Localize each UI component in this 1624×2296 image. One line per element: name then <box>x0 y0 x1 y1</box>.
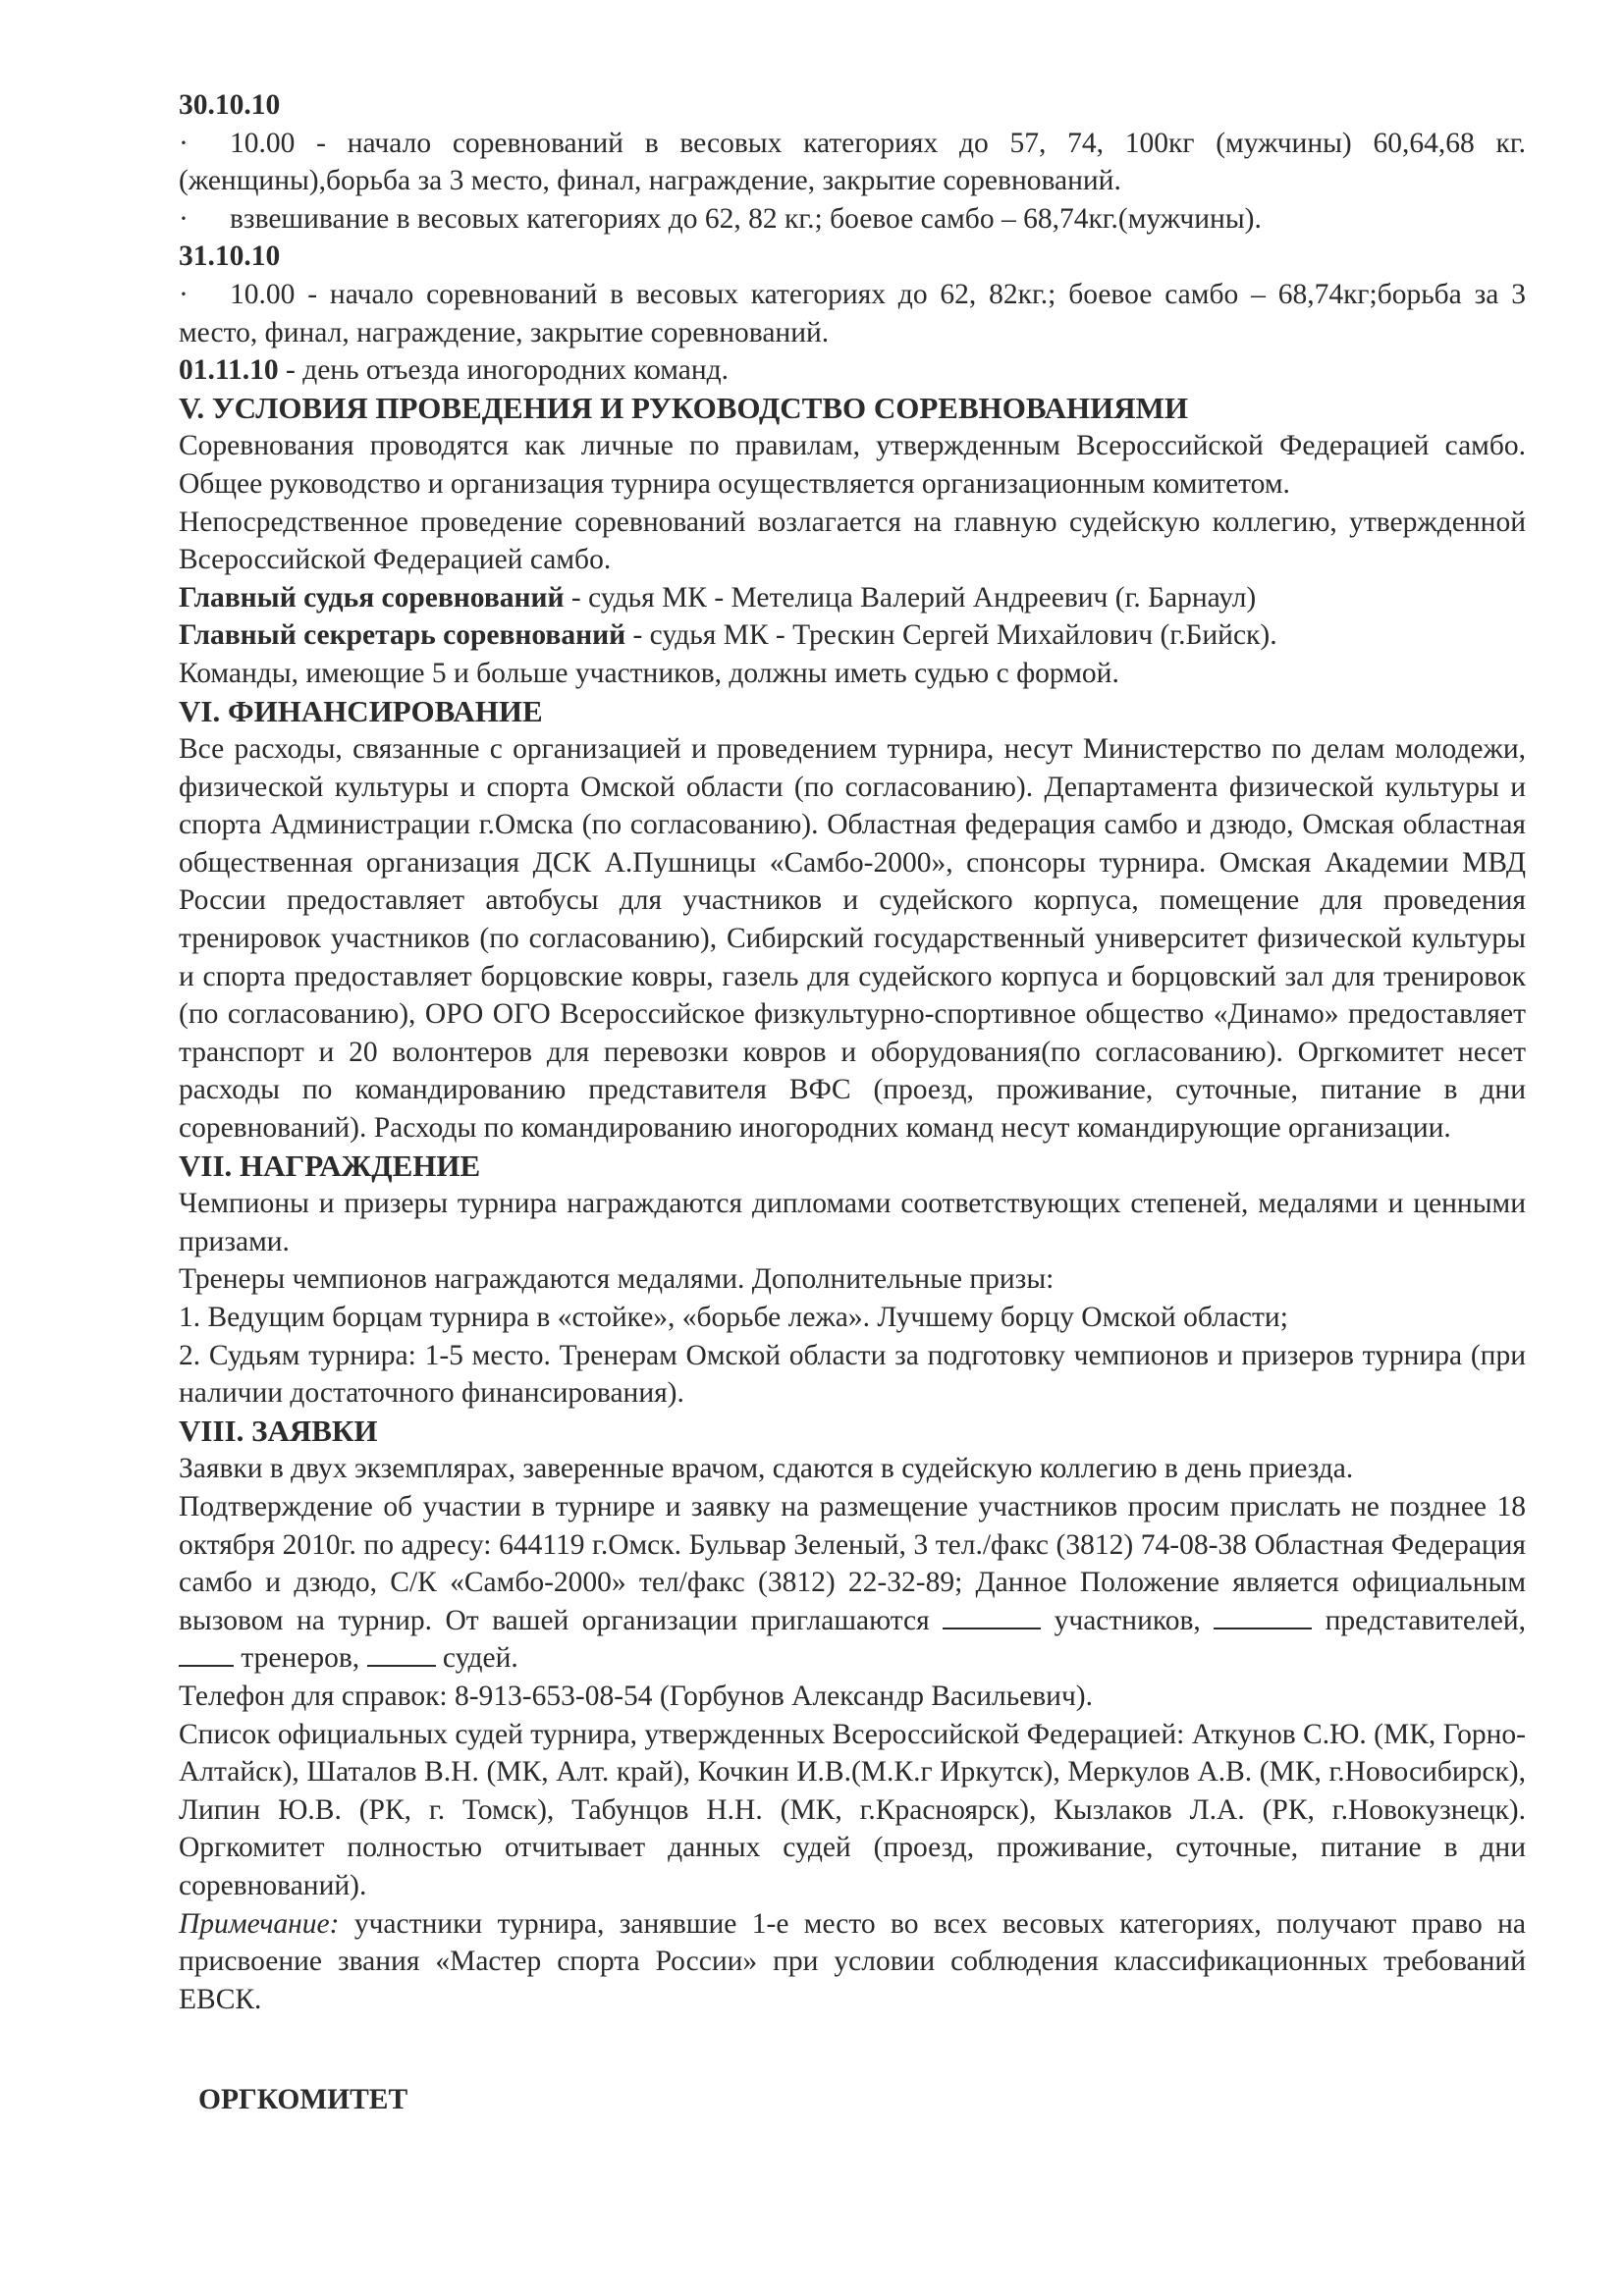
chief-judge-text: - судья МК - Метелица Валерий Андреевич (г. Барнаул) <box>564 581 1257 614</box>
schedule-text: взвешивание в весовых категориях до 62, 82 кг.; боевое самбо – 68,74кг.(мужчины). <box>230 202 1262 235</box>
date-01-11-10: 01.11.10 <box>179 354 279 387</box>
section-6-paragraph: Все расходы, связанные с организацией и проведением турнира, несут Министерство по делам молодежи, физической культуры и спорта Омской области (по согласованию). Департамента физической культуры и спорта Администрации г.Омска (по согласованию). Областная федерация самбо и дзюдо, Омская областная общественная организация ДСК А.Пушницы «Самбо-2000», спонсоры турнира. Омская Академии МВД России предоставляет автобусы для участников и судейского корпуса, помещение для проведения тренировок участников (по согласованию), Сибирский государственный университет физической культуры и спорта предоставляет борцовские ковры, газель для судейского корпуса и борцовский зал для тренировок (по согласованию), ОРО ОГО Всероссийское физкультурно-спортивное общество «Динамо» предоставляет транспорт и 20 волонтеров для перевозки ковров и оборудования(по согласованию). Оргкомитет несет расходы по командированию представителя ВФС (проезд, проживание, суточные, питание в дни соревнований). Расходы по командированию иногородних команд несут командирующие организации. <box>179 733 1526 1145</box>
schedule-item <box>179 200 1526 239</box>
section-8-paragraph: Телефон для справок: 8-913-653-08-54 (Горбунов Александр Васильевич). <box>179 1680 1094 1712</box>
bullet-icon: · <box>179 127 189 159</box>
section-6-title: VI. ФИНАНСИРОВАНИЕ <box>179 693 543 728</box>
section-8-paragraph: Заявки в двух экземплярах, заверенные врачом, сдаются в судейскую коллегию в день приезда. <box>179 1453 1354 1485</box>
representatives-blank <box>1214 1604 1312 1629</box>
representatives-label: представителей, <box>1312 1604 1526 1636</box>
bullet-icon: · <box>179 202 189 235</box>
section-7-paragraph: 2. Судьям турнира: 1-5 место. Тренерам Омской области за подготовку чемпионов и призеров турнира (при наличии достаточного финансирования). <box>179 1339 1526 1410</box>
section-8-title: VIII. ЗАЯВКИ <box>179 1413 378 1448</box>
date-31-10-10: 31.10.10 <box>179 240 281 273</box>
section-7-title: VII. НАГРАЖДЕНИЕ <box>179 1148 481 1183</box>
section-5-title: V. УСЛОВИЯ ПРОВЕДЕНИЯ И РУКОВОДСТВО СОРЕВНОВАНИЯМИ <box>179 390 1188 425</box>
chief-judge-line <box>179 579 1526 617</box>
chief-secretary-line <box>179 616 1526 655</box>
section-5-paragraph: Непосредственное проведение соревнований возлагается на главную судейскую коллегию, утвержденной Всероссийской Федерацией самбо. <box>179 506 1526 576</box>
chief-secretary-label: Главный секретарь соревнований <box>179 619 626 652</box>
section-8-paragraph <box>179 1488 1526 1678</box>
coaches-blank <box>179 1641 234 1667</box>
invitation-text: Подтверждение об участии в турнире и заявку на размещение участников просим прислать не позднее 18 октября 2010г. по адресу: 644119 г.Омск. Бульвар Зеленый, 3 тел./факс (3812) 74-08-38 Областная Федерация самбо и дзюдо, С/К «Самбо-2000» тел/факс (3812) 22-32-89; Данное Положение является официальным вызовом на турнир. От вашей организации приглашаются <box>179 1490 1526 1636</box>
note-label: Примечание: <box>179 1907 340 1940</box>
participants-blank <box>943 1604 1041 1629</box>
chief-secretary-text: - судья МК - Трескин Сергей Михайлович (г.Бийск). <box>625 619 1277 652</box>
section-7-paragraph: Чемпионы и призеры турнира награждаются дипломами соответствующих степеней, медалями и ценными призами. <box>179 1188 1526 1257</box>
schedule-text: 10.00 - начало соревнований в весовых категориях до 57, 74, 100кг (мужчины) 60,64,68 кг.(женщины),борьба за 3 место, финал, награждение, закрытие соревнований. <box>179 127 1526 197</box>
departure-text: - день отъезда иногородних команд. <box>278 354 730 387</box>
schedule-item <box>179 276 1526 351</box>
signature: ОРГКОМИТЕТ <box>198 2084 408 2116</box>
chief-judge-label: Главный судья соревнований <box>179 581 565 614</box>
note-text: участники турнира, занявшие 1-е место во всех весовых категориях, получают право на присвоение звания «Мастер спорта России» при условии соблюдения классификационных требований ЕВСК. <box>179 1907 1526 2015</box>
section-7-paragraph: 1. Ведущим борцам турнира в «стойке», «борьбе лежа». Лучшему борцу Омской области; <box>179 1302 1288 1333</box>
document-page <box>179 86 1526 2119</box>
participants-label: участников, <box>1041 1604 1215 1636</box>
judges-label: судей. <box>435 1642 518 1675</box>
section-7-paragraph: Тренеры чемпионов награждаются медалями. Дополнительные призы: <box>179 1263 1055 1296</box>
departure-line <box>179 351 1526 390</box>
note-paragraph <box>179 1905 1526 2019</box>
section-8-paragraph: Список официальных судей турнира, утвержденных Всероссийской Федерацией: Аткунов С.Ю. (МК, Горно-Алтайск), Шаталов В.Н. (МК, Алт. край), Кочкин И.В.(М.К.г Иркутск), Меркулов А.В. (МК, г.Новосибирск), Липин Ю.В. (РК, г. Томск), Табунцов Н.Н. (МК, г.Красноярск), Кызлаков Л.А. (РК, г.Новокузнецк). Оргкомитет полностью отчитывает данных судей (проезд, проживание, суточные, питание в дни соревнований). <box>179 1718 1526 1901</box>
bullet-icon: · <box>179 278 189 310</box>
date-30-10-10: 30.10.10 <box>179 89 281 121</box>
section-5-paragraph: Соревнования проводятся как личные по правилам, утвержденным Всероссийской Федерацией самбо. Общее руководство и организация турнира осуществляется организационным комитетом. <box>179 430 1526 500</box>
schedule-text: 10.00 - начало соревнований в весовых категориях до 62, 82кг.; боевое самбо – 68,74кг;борьба за 3 место, финал, награждение, закрытие соревнований. <box>179 278 1526 348</box>
schedule-item <box>179 125 1526 200</box>
judges-blank <box>367 1641 436 1667</box>
section-5-paragraph: Команды, имеющие 5 и больше участников, должны иметь судью с формой. <box>179 657 1119 689</box>
coaches-label: тренеров, <box>234 1642 367 1675</box>
